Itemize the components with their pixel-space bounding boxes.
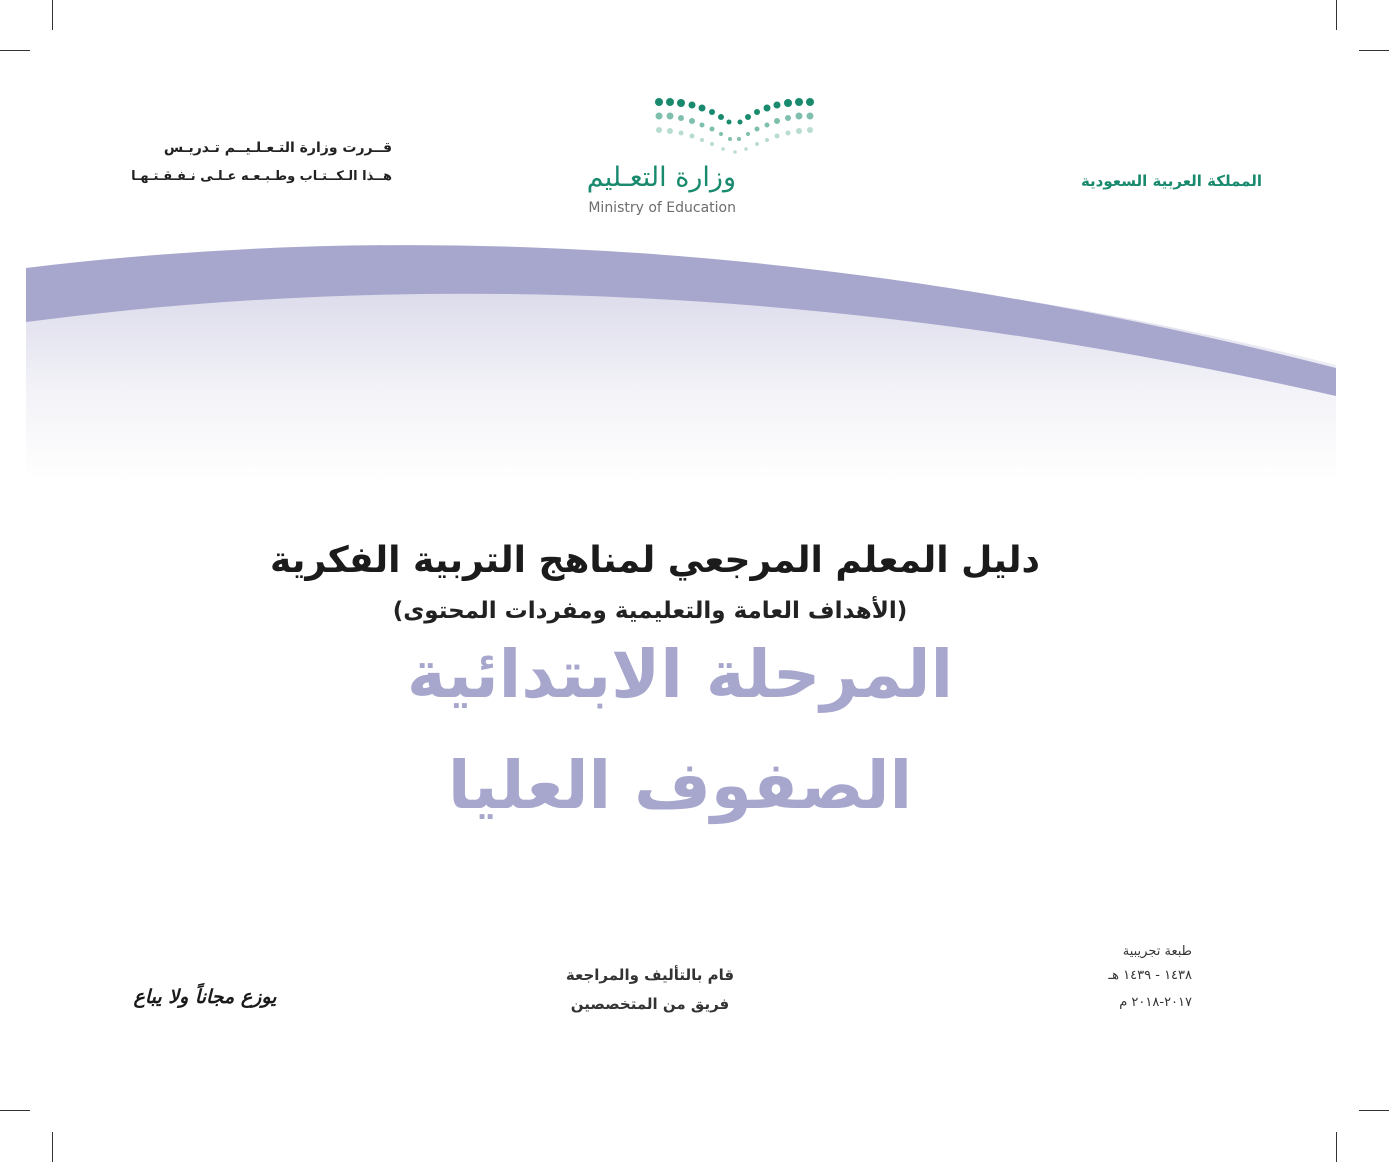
- edition-label: طبعة تجريبية: [1122, 944, 1192, 959]
- crop-mark: [0, 1110, 30, 1111]
- crop-mark: [1359, 1110, 1389, 1111]
- stage-title: المرحلة الابتدائية: [406, 636, 954, 713]
- crop-mark: [1359, 50, 1389, 51]
- decorative-band: [0, 220, 1389, 490]
- grades-title: الصفوف العليا: [447, 747, 913, 824]
- subtitle: (الأهداف العامة والتعليمية ومفردات المحتوى): [392, 598, 908, 624]
- authors-line-1: قام بالتأليف والمراجعة: [565, 966, 735, 984]
- ministry-logo-icon: [650, 94, 820, 156]
- main-title: دليل المعلم المرجعي لمناهج التربية الفكرية: [269, 540, 1040, 581]
- ministry-name-english: Ministry of Education: [588, 200, 736, 216]
- crop-mark: [52, 1132, 53, 1162]
- edition-hijri-year: ١٤٣٨ - ١٤٣٩ هـ: [1108, 968, 1192, 983]
- crop-mark: [1336, 0, 1337, 30]
- crop-mark: [52, 0, 53, 30]
- edition-gregorian-year: ٢٠١٧-٢٠١٨ م: [1119, 995, 1192, 1010]
- authors-line-2: فريق من المتخصصين: [570, 995, 730, 1013]
- kingdom-label: المملكة العربية السعودية: [1080, 172, 1262, 190]
- crop-mark: [1336, 1132, 1337, 1162]
- approval-line-1: قــررت وزارة التـعـلـيــم تـدريـس: [163, 140, 392, 156]
- free-distribution-note: يوزع مجاناً ولا يباع: [133, 986, 277, 1008]
- ministry-name-arabic: وزارة التعـليم: [586, 162, 736, 193]
- approval-line-2: هــذا الـكــتـاب وطـبـعـه عـلـى نـفـقـتـهـا: [131, 169, 392, 184]
- crop-mark: [0, 50, 30, 51]
